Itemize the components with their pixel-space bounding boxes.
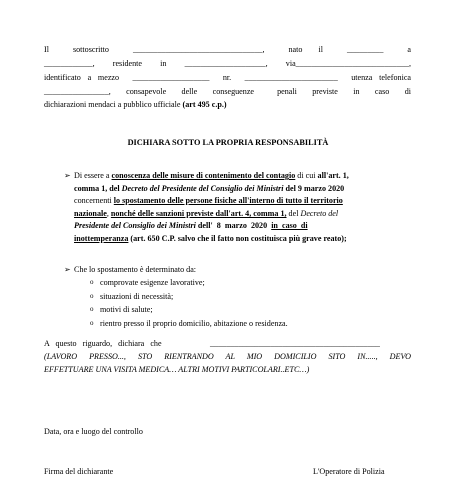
text: , [106,209,111,218]
declarant-signature-label: Firma del dichiarante [44,467,114,476]
text-bold-underlined: lo spostamento delle persone fisiche all'interno di tutto il territorio [113,196,343,205]
intro-line-5-text: dichiarazioni mendaci a pubblico ufficiale [44,100,183,109]
circle-bullet-icon: o [90,305,94,313]
reason-item: motivi di salute; [100,305,153,314]
text: del 9 marzo 2020 [283,184,345,193]
blank-line: __________________________________________ [210,339,380,348]
text-bold-underlined: nonché delle sanzioni previste dall'art. 4, comma 1, [110,209,287,218]
text-underlined: inottemperanza [74,234,129,243]
text-bold: all'art. 1, [317,171,349,180]
text: comma 1, del [74,184,122,193]
bullet2-label: Che lo spostamento è determinato da: [74,265,197,274]
circle-bullet-icon: o [90,319,94,327]
text-bold-underlined: conoscenza delle misure di contenimento del contagio [111,171,296,180]
text: di cui [295,171,318,180]
date-place-label: Data, ora e luogo del controllo [44,427,143,436]
arrow-bullet-icon: ➢ [64,171,71,180]
intro-line-5 [44,99,227,110]
decree-title: Decreto del [300,209,339,218]
bullet1-line-2 [74,183,344,194]
text: (art. 650 C.P. salvo che il fatto non costituisca più grave reato); [128,234,347,243]
text-underlined: in caso di [271,221,308,230]
officer-signature-label: L'Operatore di Polizia [313,467,385,476]
intro-line-4: ________________, consapevole delle conseguenze penali previste in caso di [44,87,411,96]
reason-item: situazioni di necessità; [100,292,174,301]
decree-title: Decreto del Presidente del Consiglio dei Ministri [121,184,284,193]
arrow-bullet-icon: ➢ [64,265,71,274]
bullet1-line-4 [74,208,338,219]
circle-bullet-icon: o [90,278,94,286]
text-bold-underlined: nazionale [74,209,107,218]
regard-line-3: EFFETTUARE UNA VISITA MEDICA… ALTRI MOTIVI PARTICOLARI..ETC…) [44,365,310,374]
intro-line-2: ____________, residente in ____________________, via____________________________, [44,59,411,68]
decree-title: Presidente del Consiglio dei Ministri [74,221,196,230]
intro-line-1: Il sottoscritto ________________________________, nato il _________ a [44,45,411,54]
bullet1-line-3 [74,195,343,206]
text: del [286,209,301,218]
bullet1-line-5 [74,220,308,231]
intro-article-ref: (art 495 c.p.) [182,100,227,109]
bullet1-line-1 [74,170,349,181]
intro-line-3: identificato a mezzo ___________________ nr. _______________________ utenza telefonica [44,73,411,82]
text: dell' 8 marzo 2020 [195,221,272,230]
text: concernenti [74,196,114,205]
regard-line-1 [44,338,380,349]
text: Di essere a [74,171,112,180]
circle-bullet-icon: o [90,292,94,300]
regard-line-2: (LAVORO PRESSO..., STO RIENTRANDO AL MIO DOMICILIO SITO IN....., DEVO [44,352,411,361]
declaration-heading: DICHIARA SOTTO LA PROPRIA RESPONSABILITÀ [127,138,329,147]
bullet1-line-6 [74,233,347,244]
text: A questo riguardo, dichiara che [44,339,162,348]
reason-item: comprovate esigenze lavorative; [100,278,205,287]
reason-item: rientro presso il proprio domicilio, abitazione o residenza. [100,319,288,328]
